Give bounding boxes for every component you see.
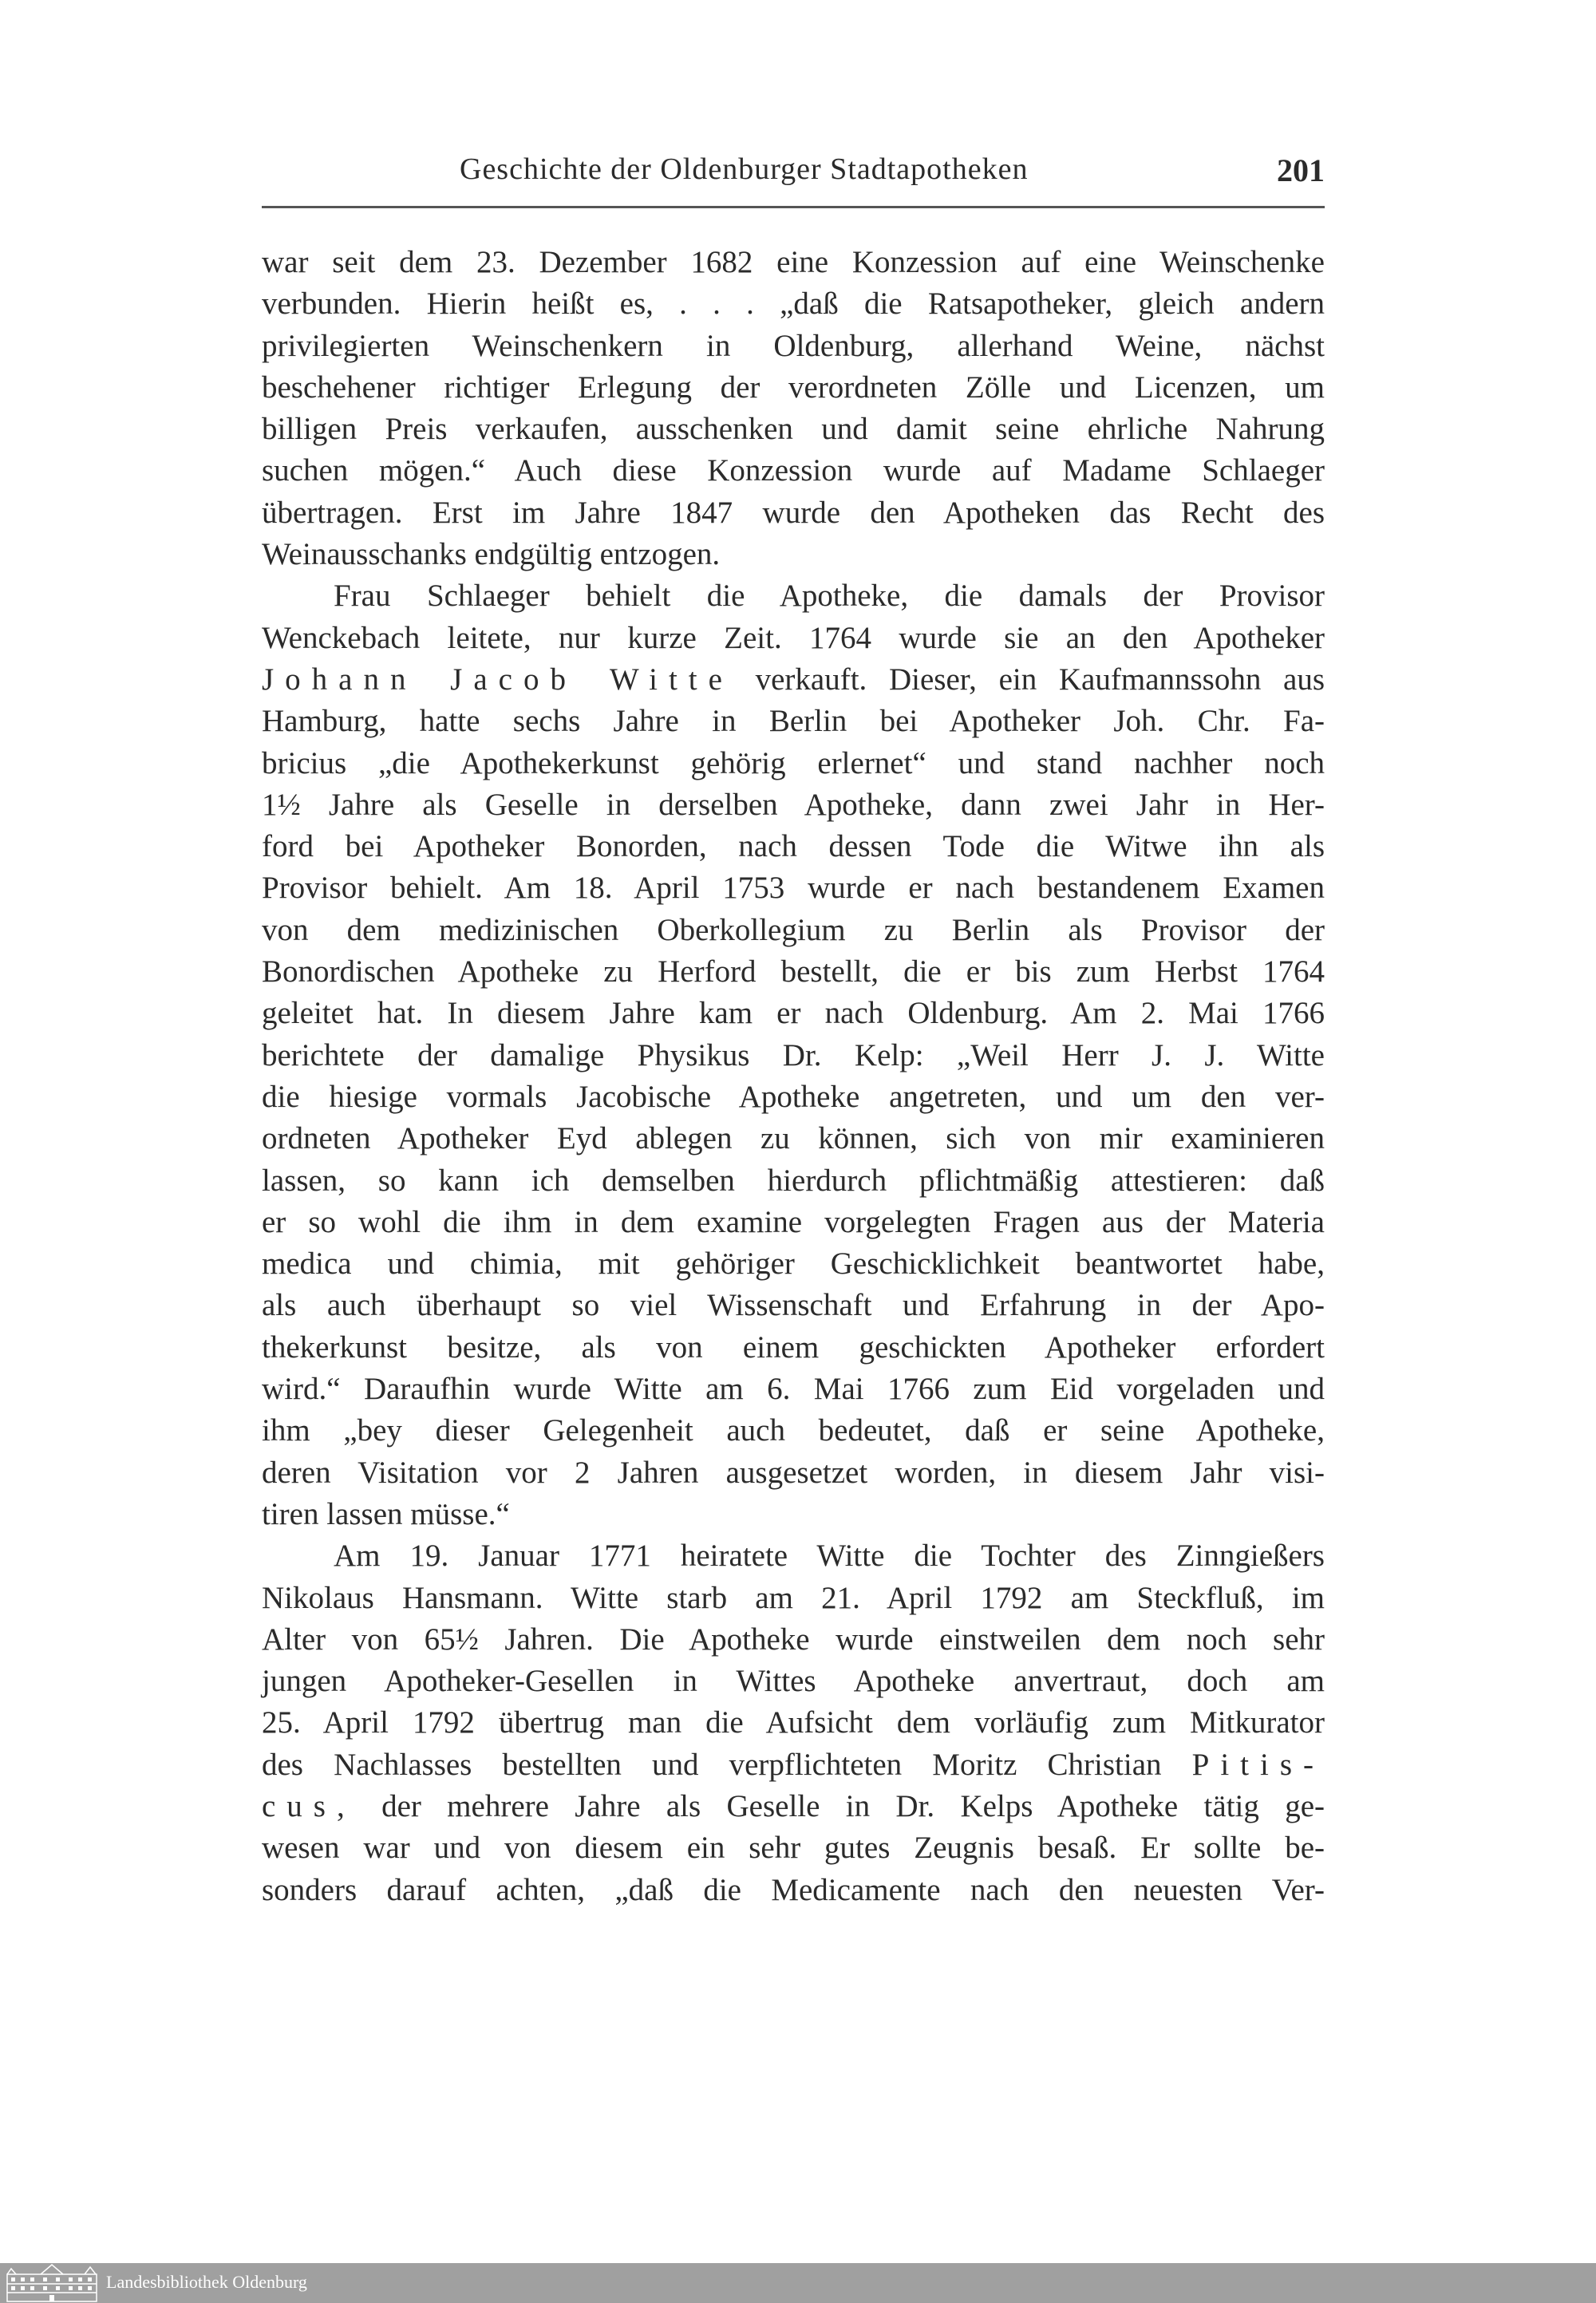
text-line bbox=[262, 743, 1325, 784]
text-line bbox=[262, 1160, 1325, 1202]
text-line bbox=[262, 492, 1325, 534]
text-line bbox=[262, 867, 1325, 909]
text-line bbox=[262, 1702, 1325, 1744]
text-segment: Am 19. Januar 1771 heiratete Witte die Tochter des Zinngießers bbox=[334, 1539, 1325, 1574]
library-building-logo bbox=[5, 2263, 99, 2303]
text-segment: privilegierten Weinschenkern in Oldenburg, allerhand Weine, nächst bbox=[262, 328, 1325, 363]
text-line bbox=[262, 534, 1325, 575]
text-line bbox=[262, 367, 1325, 409]
header-rule bbox=[262, 206, 1325, 208]
text-segment: billigen Preis verkaufen, ausschenken und damit seine ehrliche Nahrung bbox=[262, 412, 1325, 447]
text-line bbox=[262, 1118, 1325, 1159]
running-header bbox=[262, 152, 1325, 207]
text-segment: der mehrere Jahre als Geselle in Dr. Kelps Apotheke tätig ge- bbox=[355, 1788, 1325, 1823]
text-line bbox=[262, 1035, 1325, 1076]
text-line bbox=[262, 1202, 1325, 1243]
text-segment: suchen mögen.“ Auch diese Konzession wurde auf Madame Schlaeger bbox=[262, 453, 1325, 488]
text-line bbox=[262, 1827, 1325, 1869]
text-line bbox=[262, 1578, 1325, 1619]
text-segment: 1½ Jahre als Geselle in derselben Apotheke, dann zwei Jahr in Her- bbox=[262, 787, 1325, 822]
text-segment: berichtete der damalige Physikus Dr. Kelp: „Weil Herr J. J. Witte bbox=[262, 1037, 1325, 1072]
text-line bbox=[262, 951, 1325, 993]
text-segment: Weinausschanks endgültig entzogen. bbox=[262, 537, 721, 572]
text-line bbox=[262, 1327, 1325, 1369]
text-segment: sonders darauf achten, „daß die Medicamente nach den neuesten Ver- bbox=[262, 1872, 1325, 1907]
text-segment: von dem medizinischen Oberkollegium zu Berlin als Provisor der bbox=[262, 912, 1325, 947]
text-line bbox=[262, 659, 1325, 701]
text-segment: Frau Schlaeger behielt die Apotheke, die damals der Provisor bbox=[334, 579, 1325, 614]
text-line bbox=[262, 1369, 1325, 1410]
text-line bbox=[262, 784, 1325, 826]
text-segment: beschehener richtiger Erlegung der verordneten Zölle und Licenzen, um bbox=[262, 369, 1325, 405]
text-line bbox=[262, 826, 1325, 867]
text-line bbox=[262, 1535, 1325, 1577]
text-line bbox=[262, 1744, 1325, 1786]
text-segment: wesen war und von diesem ein sehr gutes Zeugnis besaß. Er sollte be- bbox=[262, 1831, 1325, 1866]
text-line bbox=[262, 1452, 1325, 1494]
text-segment: bricius „die Apothekerkunst gehörig erlernet“ und stand nachher noch bbox=[262, 745, 1325, 780]
text-segment: Bonordischen Apotheke zu Herford bestellt, die er bis zum Herbst 1764 bbox=[262, 954, 1325, 990]
text-line bbox=[262, 993, 1325, 1034]
text-segment: ihm „bey dieser Gelegenheit auch bedeutet, daß er seine Apotheke, bbox=[262, 1413, 1325, 1448]
text-segment: 25. April 1792 übertrug man die Aufsicht dem vorläufig zum Mitkurator bbox=[262, 1705, 1325, 1740]
text-segment: wird.“ Daraufhin wurde Witte am 6. Mai 1766 zum Eid vorgeladen und bbox=[262, 1372, 1325, 1407]
text-segment: jungen Apotheker-Gesellen in Wittes Apotheke anvertraut, doch am bbox=[262, 1664, 1325, 1699]
text-line bbox=[262, 283, 1325, 325]
footer-bar bbox=[0, 2263, 1596, 2303]
text-segment: des Nachlasses bestellten und verpflichteten Moritz Christian bbox=[262, 1747, 1192, 1782]
text-line bbox=[262, 1870, 1325, 1911]
text-line bbox=[262, 910, 1325, 951]
text-line bbox=[262, 1285, 1325, 1326]
spaced-name: cus, bbox=[262, 1788, 356, 1823]
text-segment: geleitet hat. In diesem Jahre kam er nach Oldenburg. Am 2. Mai 1766 bbox=[262, 996, 1325, 1031]
text-segment: medica und chimia, mit gehöriger Geschicklichkeit beantwortet habe, bbox=[262, 1246, 1325, 1282]
text-segment: die hiesige vormals Jacobische Apotheke angetreten, und um den ver- bbox=[262, 1079, 1325, 1114]
text-segment: ford bei Apotheker Bonorden, nach dessen Tode die Witwe ihn als bbox=[262, 829, 1325, 864]
text-line bbox=[262, 242, 1325, 283]
text-segment: ordneten Apotheker Eyd ablegen zu können, sich von mir examinieren bbox=[262, 1121, 1325, 1156]
text-line bbox=[262, 1494, 1325, 1535]
spaced-name: Pitis- bbox=[1191, 1747, 1325, 1782]
text-line bbox=[262, 1661, 1325, 1702]
text-segment: Hamburg, hatte sechs Jahre in Berlin bei Apotheker Joh. Chr. Fa- bbox=[262, 704, 1325, 739]
text-segment: als auch überhaupt so viel Wissenschaft und Erfahrung in der Apo- bbox=[262, 1288, 1325, 1323]
text-line bbox=[262, 701, 1325, 742]
text-line bbox=[262, 1076, 1325, 1118]
text-segment: verkauft. Dieser, ein Kaufmannssohn aus bbox=[733, 662, 1325, 697]
text-segment: er so wohl die ihm in dem examine vorgelegten Fragen aus der Materia bbox=[262, 1204, 1325, 1239]
text-segment: lassen, so kann ich demselben hierdurch pflichtmäßig attestieren: daß bbox=[262, 1163, 1325, 1198]
text-segment: übertragen. Erst im Jahre 1847 wurde den Apotheken das Recht des bbox=[262, 495, 1325, 530]
text-segment: Provisor behielt. Am 18. April 1753 wurde er nach bestandenem Examen bbox=[262, 871, 1325, 906]
text-line bbox=[262, 326, 1325, 367]
text-segment: war seit dem 23. Dezember 1682 eine Konzession auf eine Weinschenke bbox=[262, 245, 1325, 279]
spaced-name: Johann Jacob Witte bbox=[262, 662, 733, 697]
body-text bbox=[262, 242, 1325, 1911]
library-name: Landesbibliothek Oldenburg bbox=[106, 2272, 307, 2292]
text-line bbox=[262, 1619, 1325, 1661]
text-line bbox=[262, 409, 1325, 450]
text-line bbox=[262, 1786, 1325, 1827]
text-line bbox=[262, 450, 1325, 492]
text-segment: Wenckebach leitete, nur kurze Zeit. 1764 wurde sie an den Apotheker bbox=[262, 620, 1325, 655]
text-segment: verbunden. Hierin heißt es, . . . „daß die Ratsapotheker, gleich andern bbox=[262, 286, 1325, 322]
page-number: 201 bbox=[1277, 152, 1325, 188]
text-segment: Alter von 65½ Jahren. Die Apotheke wurde einstweilen dem noch sehr bbox=[262, 1622, 1325, 1657]
text-line bbox=[262, 575, 1325, 617]
text-line bbox=[262, 618, 1325, 659]
text-segment: deren Visitation vor 2 Jahren ausgesetzet worden, in diesem Jahr visi- bbox=[262, 1455, 1325, 1490]
text-segment: Nikolaus Hansmann. Witte starb am 21. April 1792 am Steckfluß, im bbox=[262, 1580, 1325, 1615]
running-title: Geschichte der Oldenburger Stadtapotheken bbox=[460, 152, 1029, 186]
text-line bbox=[262, 1410, 1325, 1452]
text-segment: tiren lassen müsse.“ bbox=[262, 1496, 510, 1531]
text-segment: thekerkunst besitze, als von einem geschickten Apotheker erfordert bbox=[262, 1329, 1325, 1365]
text-line bbox=[262, 1243, 1325, 1285]
